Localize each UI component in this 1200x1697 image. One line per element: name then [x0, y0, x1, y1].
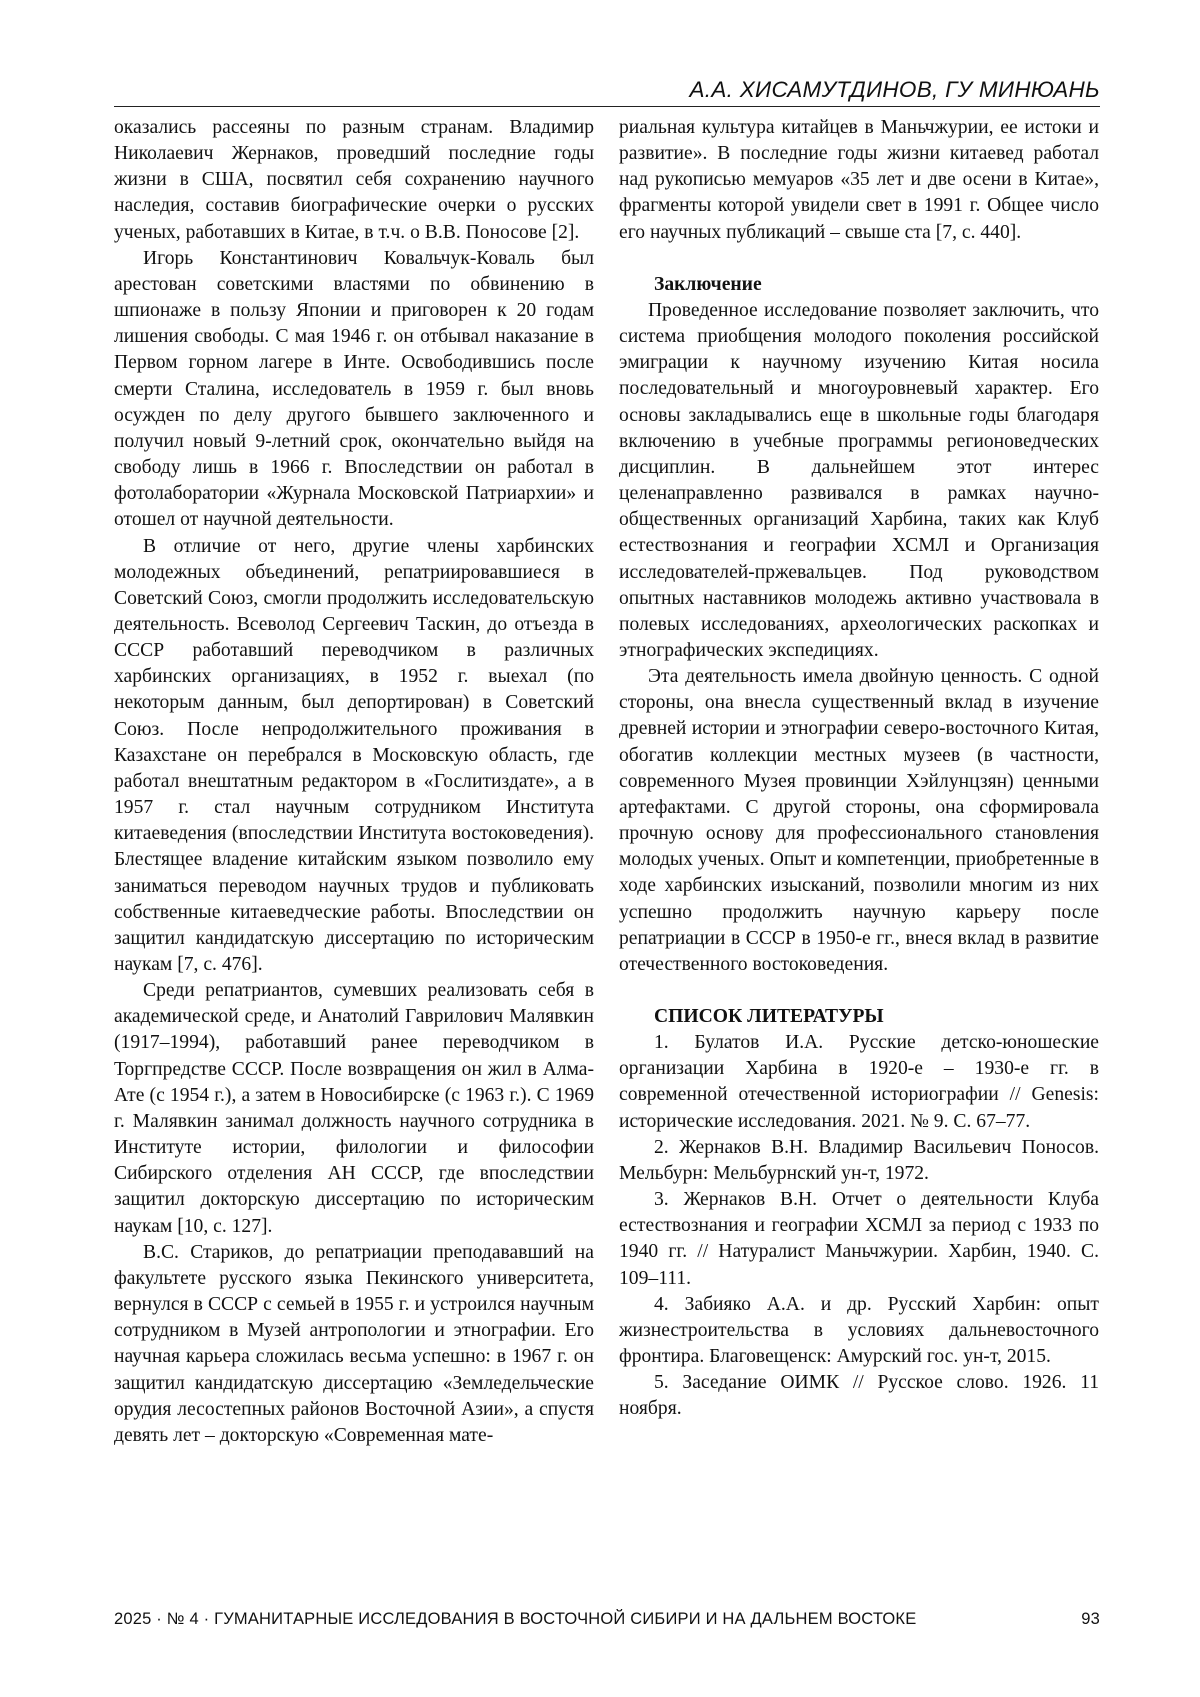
section-spacer	[619, 978, 1099, 1004]
reference-item: 3. Жернаков В.Н. Отчет о деятельности Клуба естествознания и географии ХСМЛ за период с 1933 по 1940 гг. // Натуралист Маньчжурии. Харбин, 1940. С. 109–111.	[619, 1189, 1099, 1289]
body-paragraph: риальная культура китайцев в Маньчжурии, ее истоки и развитие». В последние годы жизни китаевед работал над рукописью мемуаров «35 лет и две осени в Китае», фрагменты которой увидели свет в 1991 г. Общее число его научных публикаций – свыше ста [7, с. 440].	[619, 117, 1099, 243]
conclusion-heading: Заключение	[654, 273, 762, 295]
body-paragraph: Среди репатриантов, сумевших реализовать себя в академической среде, и Анатолий Гаврилович Малявкин (1917–1994), работавший ранее переводчиком в Торгпредстве СССР. После возвращения он жил в Алма-Ате (с 1954 г.), а затем в Новосибирске (с 1963 г.). С 1969 г. Малявкин занимал должность научного сотрудника в Институте истории, филологии и философии Сибирского отделения АН СССР, где впоследствии защитил докторскую диссертацию по историческим наукам [10, с. 127].	[114, 980, 594, 1237]
running-header-authors: А.А. ХИСАМУТДИНОВ, ГУ МИНЮАНЬ	[114, 76, 1100, 107]
right-column	[619, 115, 1099, 1423]
reference-item: 1. Булатов И.А. Русские детско-юношеские организации Харбина в 1920-е – 1930-е гг. в современной отечественной историографии // Genesis: исторические исследования. 2021. № 9. С. 67–77.	[619, 1032, 1099, 1132]
reference-item: 2. Жернаков В.Н. Владимир Васильевич Поносов. Мельбурн: Мельбурнский ун-т, 1972.	[619, 1136, 1099, 1184]
references-heading: СПИСОК ЛИТЕРАТУРЫ	[654, 1006, 884, 1027]
body-paragraph: Проведенное исследование позволяет заключить, что система приобщения молодого поколения российской эмиграции к научному изучению Китая носила последовательный и многоуровневый характер. Его основы закладывались еще в школьные годы благодаря включению в учебные программы регионоведческих дисциплин. В дальнейшем этот интерес целенаправленно развивался в рамках научно-общественных организаций Харбина, таких как Клуб естествознания и географии ХСМЛ и Организация исследователей-пржевальцев. Под руководством опытных наставников молодежь активно участвовала в полевых исследованиях, археологических раскопках и этнографических экспедициях.	[619, 299, 1099, 661]
body-paragraph: В.С. Стариков, до репатриации преподававший на факультете русского языка Пекинского университета, вернулся в СССР с семьей в 1955 г. и устроился научным сотрудником в Музей антропологии и этнографии. Его научная карьера сложилась весьма успешно: в 1967 г. он защитил кандидатскую диссертацию «Земледельческие орудия лесостепных районов Восточной Азии», а спустя девять лет – докторскую «Современная мате-	[114, 1241, 594, 1446]
journal-title: 2025 · № 4 · ГУМАНИТАРНЫЕ ИССЛЕДОВАНИЯ В ВОСТОЧНОЙ СИБИРИ И НА ДАЛЬНЕМ ВОСТОКЕ	[114, 1610, 917, 1628]
section-spacer	[619, 246, 1099, 272]
left-column	[114, 115, 594, 1449]
body-paragraph: оказались рассеяны по разным странам. Владимир Николаевич Жернаков, проведший последние годы жизни в США, посвятил себя сохранению научного наследия, составив биографические очерки о русских ученых, работавших в Китае, в т.ч. о В.В. Поносове [2].	[114, 117, 594, 243]
body-paragraph: В отличие от него, другие члены харбинских молодежных объединений, репатриировавшиеся в Советский Союз, смогли продолжить исследовательскую деятельность. Всеволод Сергеевич Таскин, до отъезда в СССР работавший переводчиком в различных харбинских организациях, в 1952 г. выехал (по некоторым данным, был депортирован) в Советский Союз. После непродолжительного проживания в Казахстане он перебрался в Московскую область, где работал внештатным редактором в «Гослитиздате», а в 1957 г. стал научным сотрудником Института китаеведения (впоследствии Института востоковедения). Блестящее владение китайским языком позволило ему заниматься переводом научных трудов и публиковать собственные китаеведческие работы. Впоследствии он защитил кандидатскую диссертацию по историческим наукам [7, с. 476].	[114, 535, 594, 975]
page-number: 93	[1081, 1610, 1100, 1628]
reference-item: 5. Заседание ОИМК // Русское слово. 1926. 11 ноября.	[619, 1372, 1099, 1420]
page-footer	[114, 1607, 1100, 1631]
reference-item: 4. Забияко А.А. и др. Русский Харбин: опыт жизнестроительства в условиях дальневосточного фронтира. Благовещенск: Амурский гос. ун-т, 2015.	[619, 1293, 1099, 1368]
body-paragraph: Игорь Константинович Ковальчук-Коваль был арестован советскими властями по обвинению в шпионаже в пользу Японии и приговорен к 20 годам лишения свободы. С мая 1946 г. он отбывал наказание в Первом горном лагере в Инте. Освободившись после смерти Сталина, исследователь в 1959 г. был вновь осужден по делу другого бывшего заключенного и получил новый 9-летний срок, окончательно выйдя на свободу лишь в 1966 г. Впоследствии он работал в фотолаборатории «Журнала Московской Патриархии» и отошел от научной деятельности.	[114, 247, 594, 531]
body-paragraph: Эта деятельность имела двойную ценность. С одной стороны, она внесла существенный вклад в изучение древней истории и этнографии северо-восточного Китая, обогатив коллекции местных музеев (в частности, современного Музея провинции Хэйлунцзян) ценными артефактами. С другой стороны, она сформировала прочную основу для профессионального становления молодых ученых. Опыт и компетенции, приобретенные в ходе харбинских изысканий, позволили многим из них успешно продолжить научную карьеру после репатриации в СССР в 1950-е гг., внеся вклад в развитие отечественного востоковедения.	[619, 666, 1099, 975]
